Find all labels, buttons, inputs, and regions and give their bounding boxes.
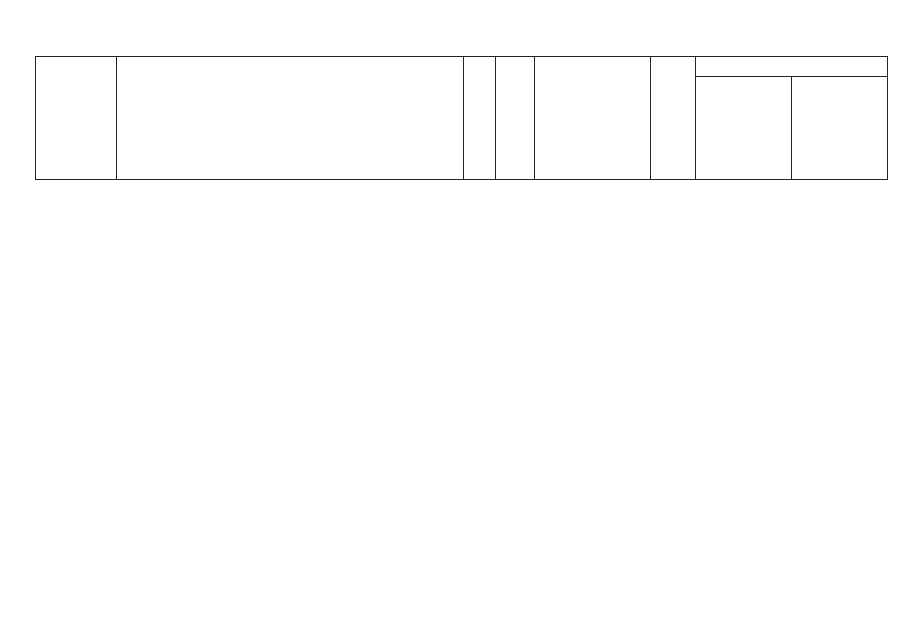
header-pr: [495, 56, 535, 180]
header-rz: [463, 56, 496, 180]
header-sum: [695, 56, 888, 77]
header-total: [695, 76, 792, 180]
header-code: [35, 56, 117, 180]
header-csr: [534, 56, 651, 180]
header-name: [116, 56, 464, 180]
header-incl: [791, 76, 888, 180]
header-vr: [650, 56, 696, 180]
